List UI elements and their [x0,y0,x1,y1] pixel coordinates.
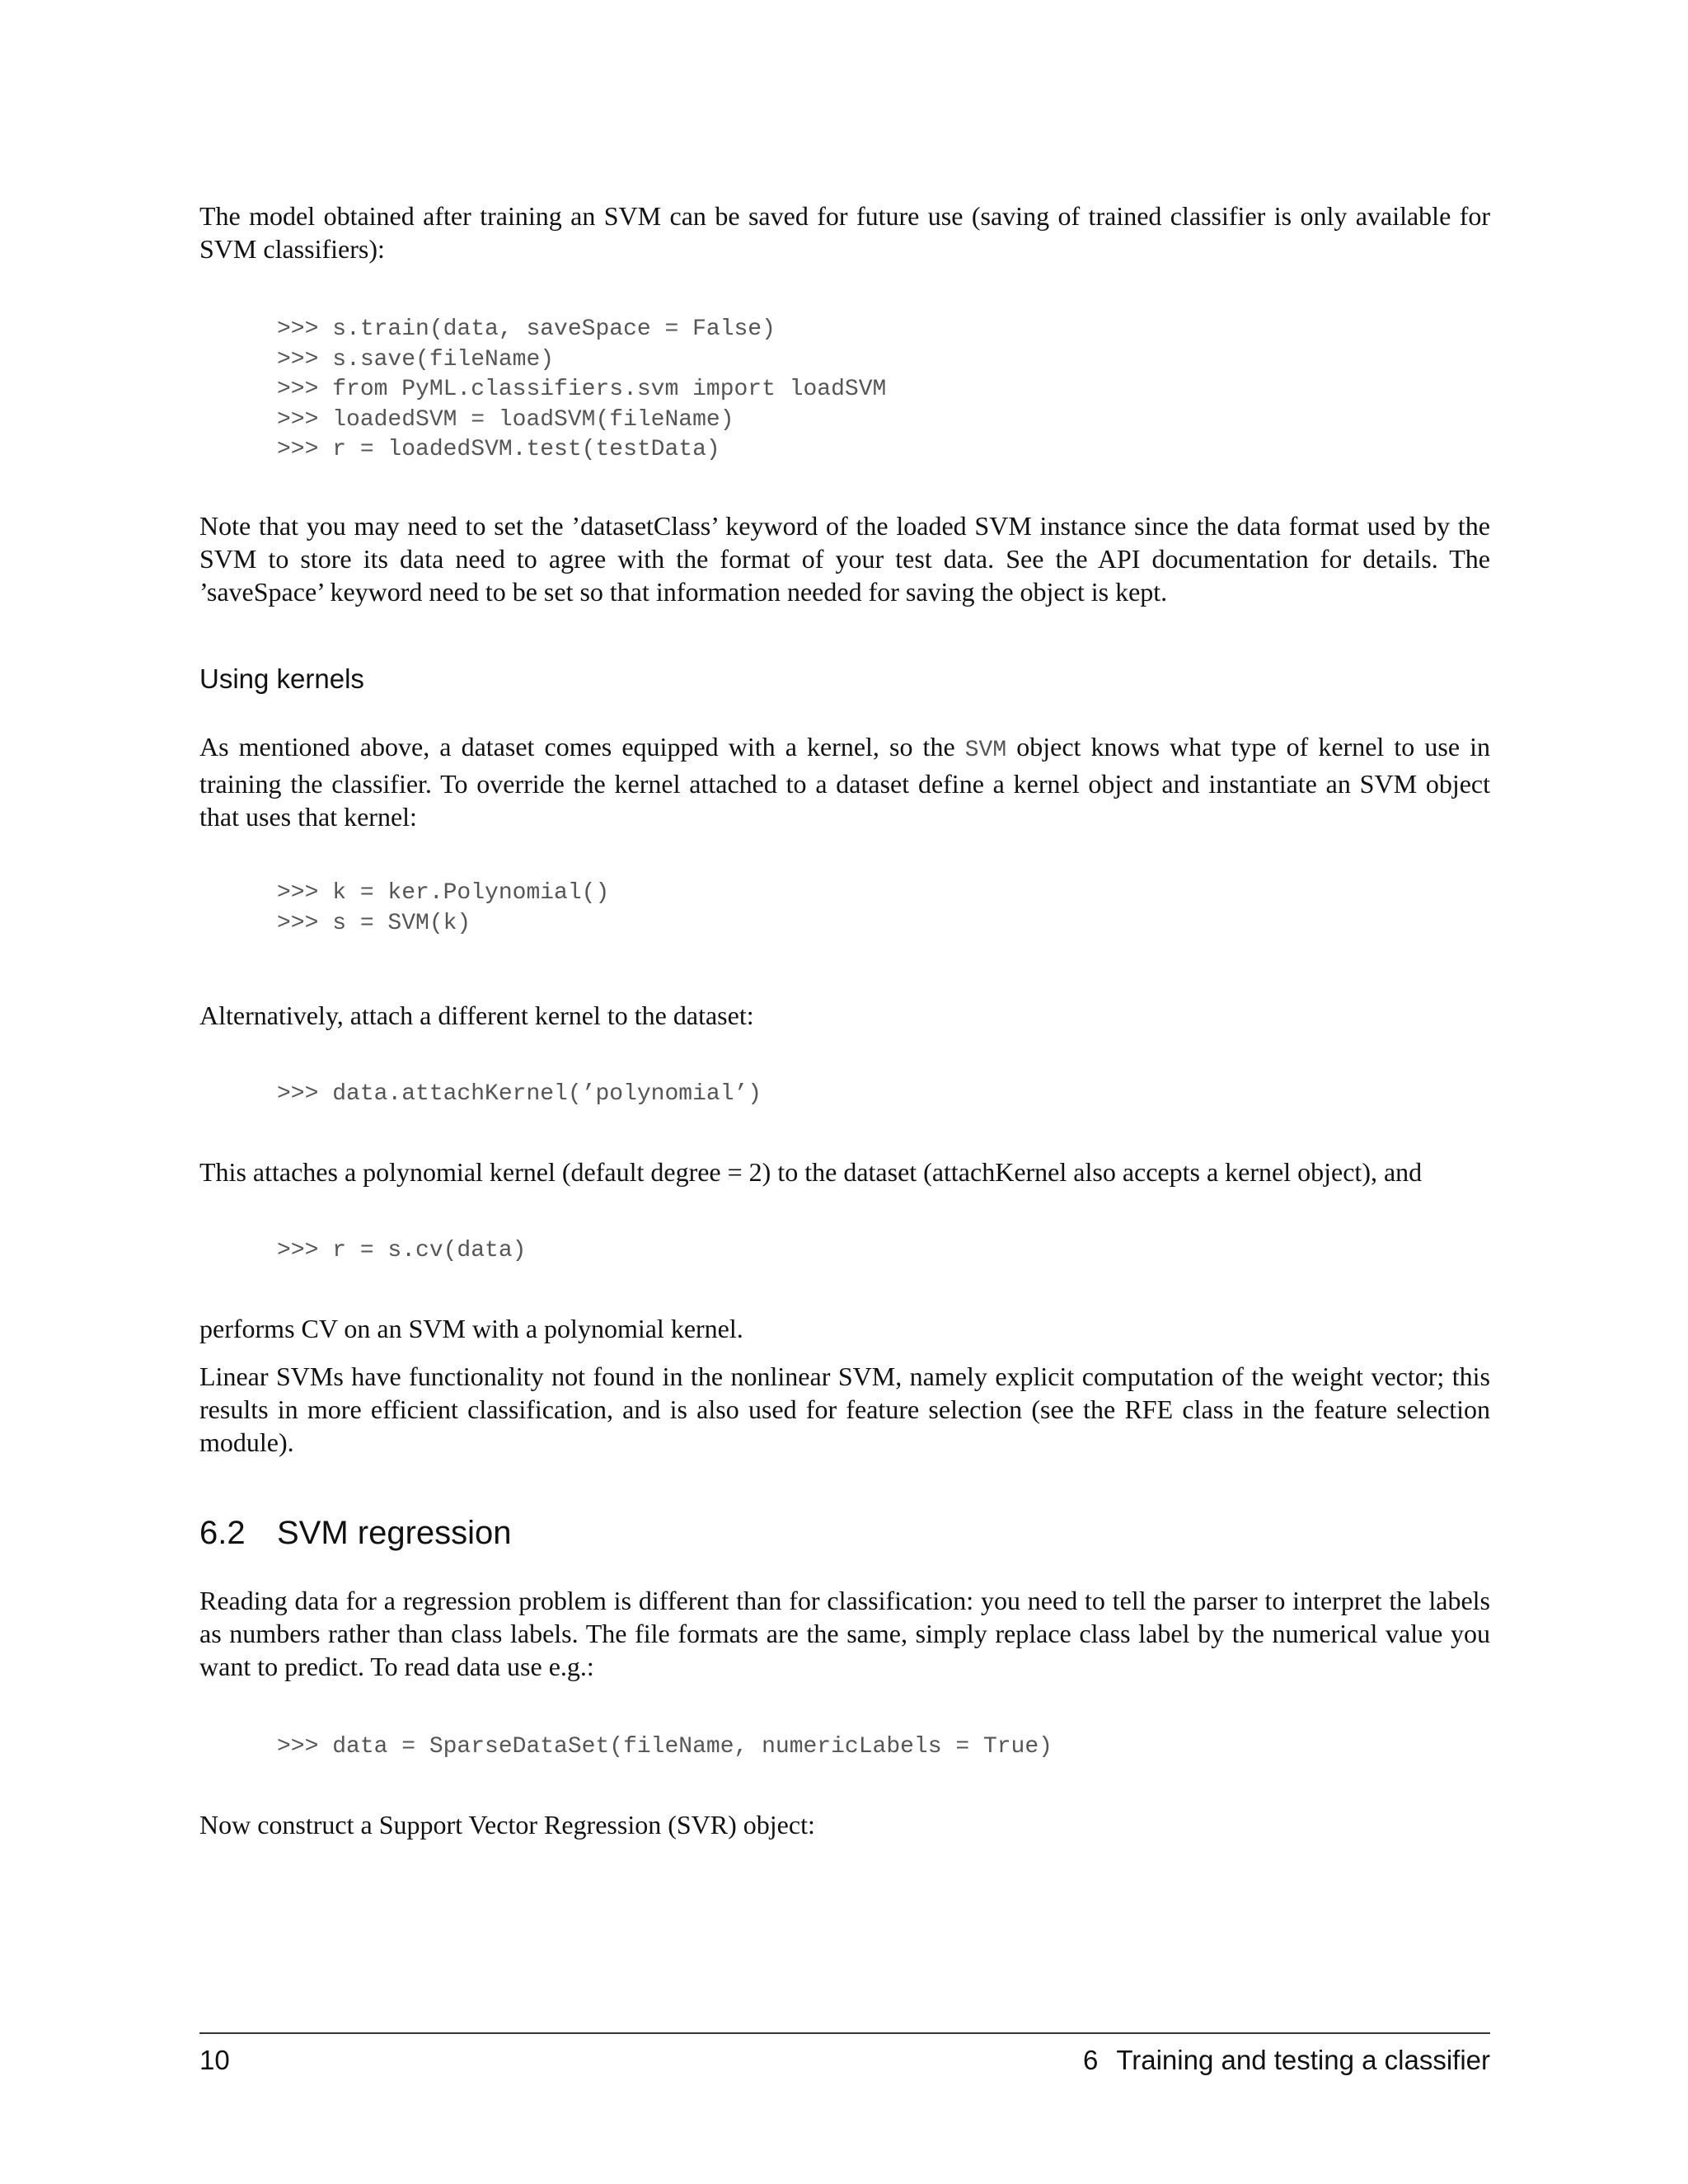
paragraph-performs-cv [199,1312,1490,1345]
paragraph-text: Reading data for a regression problem is different than for classification: you need to tell the parser to interpret the labels as numbers rather than class labels. The file formats are the same, simply replace class label by the numerical value you want to predict. To read data use e.g.: [199,1586,1490,1681]
paragraph-save-model [199,199,1490,265]
paragraph-text: Now construct a Support Vector Regression (SVR) object: [199,1810,815,1840]
paragraph-text: performs CV on an SVM with a polynomial kernel. [199,1314,743,1343]
paragraph-text: Linear SVMs have functionality not found in the nonlinear SVM, namely explicit computation of the weight vector; this results in more efficient classification, and is also used for feature selection (see the RFE class in the feature selection module). [199,1361,1490,1457]
section-title: SVM regression [277,1515,512,1551]
code-line: >>> data = SparseDataSet(fileName, numericLabels = True) [277,1734,1053,1760]
code-line: >>> s.save(fileName) [277,346,555,373]
running-head [1083,2044,1490,2077]
chapter-title: Training and testing a classifier [1116,2045,1490,2075]
code-line: >>> k = ker.Polynomial() [277,880,610,906]
section-number: 6.2 [199,1515,246,1551]
code-line: >>> r = loadedSVM.test(testData) [277,437,720,462]
code-block-sparse-dataset [277,1732,1053,1763]
paragraph-text-part: As mentioned above, a dataset comes equipped with a kernel, so the [199,732,965,762]
paragraph-dataset-class-note [199,509,1490,608]
paragraph-construct-svr [199,1808,1490,1841]
code-line: >>> data.attachKernel(’polynomial’) [277,1081,762,1107]
code-line: >>> r = s.cv(data) [277,1238,527,1263]
paragraph-kernels-intro [199,730,1490,833]
code-line: >>> s.train(data, saveSpace = False) [277,316,776,342]
paragraph-polynomial-kernel [199,1155,1490,1188]
page-footer [199,2044,1490,2077]
inline-code: SVM [964,738,1007,763]
paragraph-text: Note that you may need to set the ’datasetClass’ keyword of the loaded SVM instance since the data format used by the SVM to store its data need to agree with the format of your test data. See the API documentation for details. The ’saveSpace’ keyword need to be set so that information needed for saving the object is kept. [199,511,1490,607]
paragraph-alternative [199,999,1490,1032]
paragraph-text [199,730,1490,833]
paragraph-linear-svms [199,1360,1490,1459]
paragraph-text: This attaches a polynomial kernel (default degree = 2) to the dataset (attachKernel also accepts a kernel object), and [199,1157,1423,1187]
subheading-using-kernels: Using kernels [199,663,364,694]
code-block-save-load [277,315,886,466]
paragraph-text-part: object knows what type of kernel to use in training the classifier. To override the kernel attached to a dataset define a kernel object and instantiate an SVM object that uses that kernel: [199,732,1491,832]
code-line: >>> s = SVM(k) [277,910,471,936]
code-block-attach-kernel [277,1080,762,1110]
page-number: 10 [199,2045,230,2075]
code-block-cross-validation [277,1236,526,1267]
paragraph-text: The model obtained after training an SVM can be saved for future use (saving of trained classifier is only available for SVM classifiers): [199,201,1490,264]
chapter-number: 6 [1082,2045,1099,2075]
code-line: >>> loadedSVM = loadSVM(fileName) [277,406,734,433]
paragraph-regression-data [199,1584,1490,1683]
paragraph-text: Alternatively, attach a different kernel to the dataset: [199,1001,754,1030]
section-heading-svm-regression [199,1513,512,1553]
code-line: >>> from PyML.classifiers.svm import loadSVM [277,377,887,402]
footer-divider [199,2032,1490,2034]
code-block-kernel-object [277,879,609,939]
